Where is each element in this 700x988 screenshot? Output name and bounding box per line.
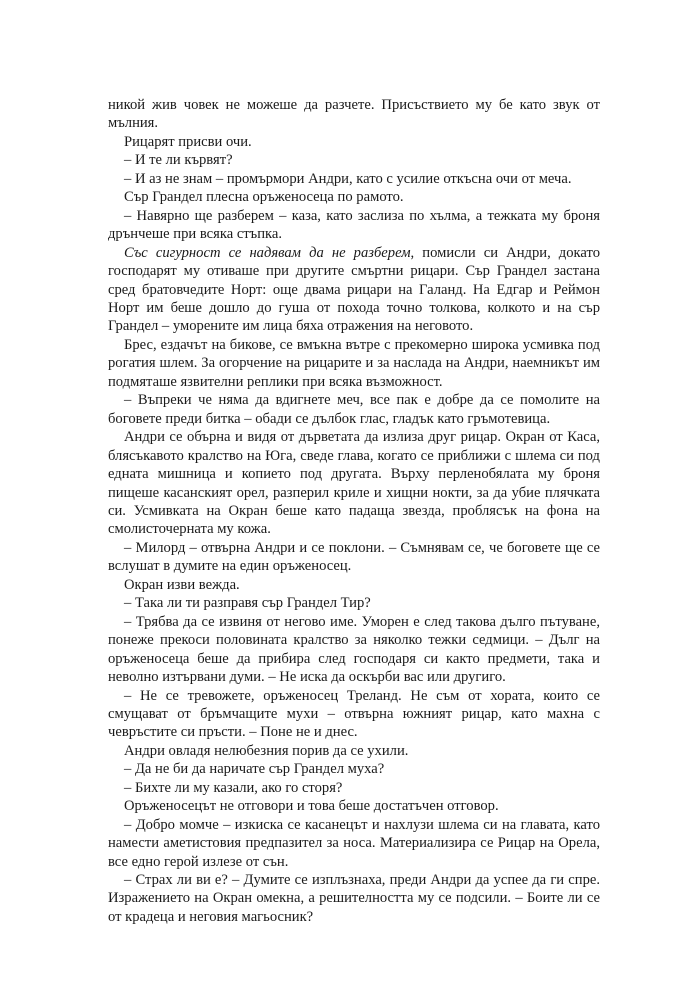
paragraph: – Да не би да наричате сър Грандел муха?: [124, 761, 385, 778]
paragraph: Андри овладя нелюбезния порив да се ухили.: [124, 742, 409, 759]
paragraph: – Добро момче – изкиска се касанецът и нахлузи шлема си на главата, като намести аметистовия предпазител за носа. Материализира се Рицар на Орела, все едно герой излезе от сън.: [108, 816, 600, 870]
paragraph: – Не се тревожете, оръженосец Треланд. Не съм от хората, които се смущават от бръмчащите мухи – отвърна южният рицар, като махна с чевръстите си пръсти. – Поне не и днес.: [108, 687, 600, 741]
italic-thought: Със сигурност се надявам да не разберем: [124, 244, 411, 261]
paragraph: – Трябва да се извиня от негово име. Уморен е след такова дълго пътуване, понеже прекоси половината кралство за няколко тежки седмици. – Дълг на оръженосеца беше да прибира след господаря си както предмети, така и неволно изтървани думи. – Не иска да оскърби вас или другиго.: [108, 613, 600, 686]
paragraph: – И аз не знам – промърмори Андри, като с усилие откъсна очи от меча.: [124, 170, 572, 187]
paragraph: – Бихте ли му казали, ако го сторя?: [124, 779, 343, 796]
paragraph: – Така ли ти разправя сър Грандел Тир?: [124, 595, 371, 612]
paragraph: Андри се обърна и видя от дърветата да излиза друг рицар. Окран от Каса, блясъкавото кралство на Юга, сведе глава, когато се приближи с шлема си под едната мишница и копието под другата. Върху перленобялата му броня пищеше касанският орел, разперил криле и хищни нокти, за да убие плячката си. Усмивката на Окран беше като падаща звезда, проблясък на фона на смолисточерната му кожа.: [108, 429, 600, 538]
paragraph: – Навярно ще разберем – каза, като заслиза по хълма, а тежката му броня дрънчеше при всяка стъпка.: [108, 207, 600, 243]
page-body: [108, 96, 600, 926]
paragraph: [108, 244, 600, 336]
paragraph: Рицарят присви очи.: [124, 133, 252, 150]
paragraph: – И те ли кървят?: [124, 152, 233, 169]
paragraph: – Милорд – отвърна Андри и се поклони. – Съмнявам се, че боговете ще се вслушат в думите на един оръженосец.: [108, 539, 600, 575]
paragraph: Окран изви вежда.: [124, 576, 240, 593]
paragraph: Брес, ездачът на бикове, се вмъкна вътре с прекомерно широка усмивка под рогатия шлем. За огорчение на рицарите и за наслада на Андри, наемникът им подмяташе язвителни реплики при всяка възможност.: [108, 336, 600, 390]
paragraph: Сър Грандел плесна оръженосеца по рамото.: [124, 189, 404, 206]
paragraph: Оръженосецът не отговори и това беше достатъчен отговор.: [124, 798, 499, 815]
paragraph: – Страх ли ви е? – Думите се изплъзнаха, преди Андри да успее да ги спре. Изражението на Окран омекна, а решителността му се подсили. – Боите ли се от крадеца и неговия магьосник?: [108, 872, 600, 925]
paragraph-text: , помисли си Андри, докато господарят му отиваше при другите смъртни рицари. Сър Грандел застана сред братовчедите Норт: още двама рицари на Галанд. На Едгар и Реймон Норт им беше дошло до гуша от похода точно толкова, колкото и на сър Грандел – уморените им лица бяха отражения на неговото.: [108, 244, 600, 335]
paragraph: никой жив човек не можеше да разчете. Присъствието му бе като звук от мълния.: [108, 97, 600, 132]
paragraph: – Въпреки че няма да вдигнете меч, все пак е добре да се помолите на боговете преди битка – обади се дълбок глас, гладък като гръмотевица.: [108, 392, 600, 427]
